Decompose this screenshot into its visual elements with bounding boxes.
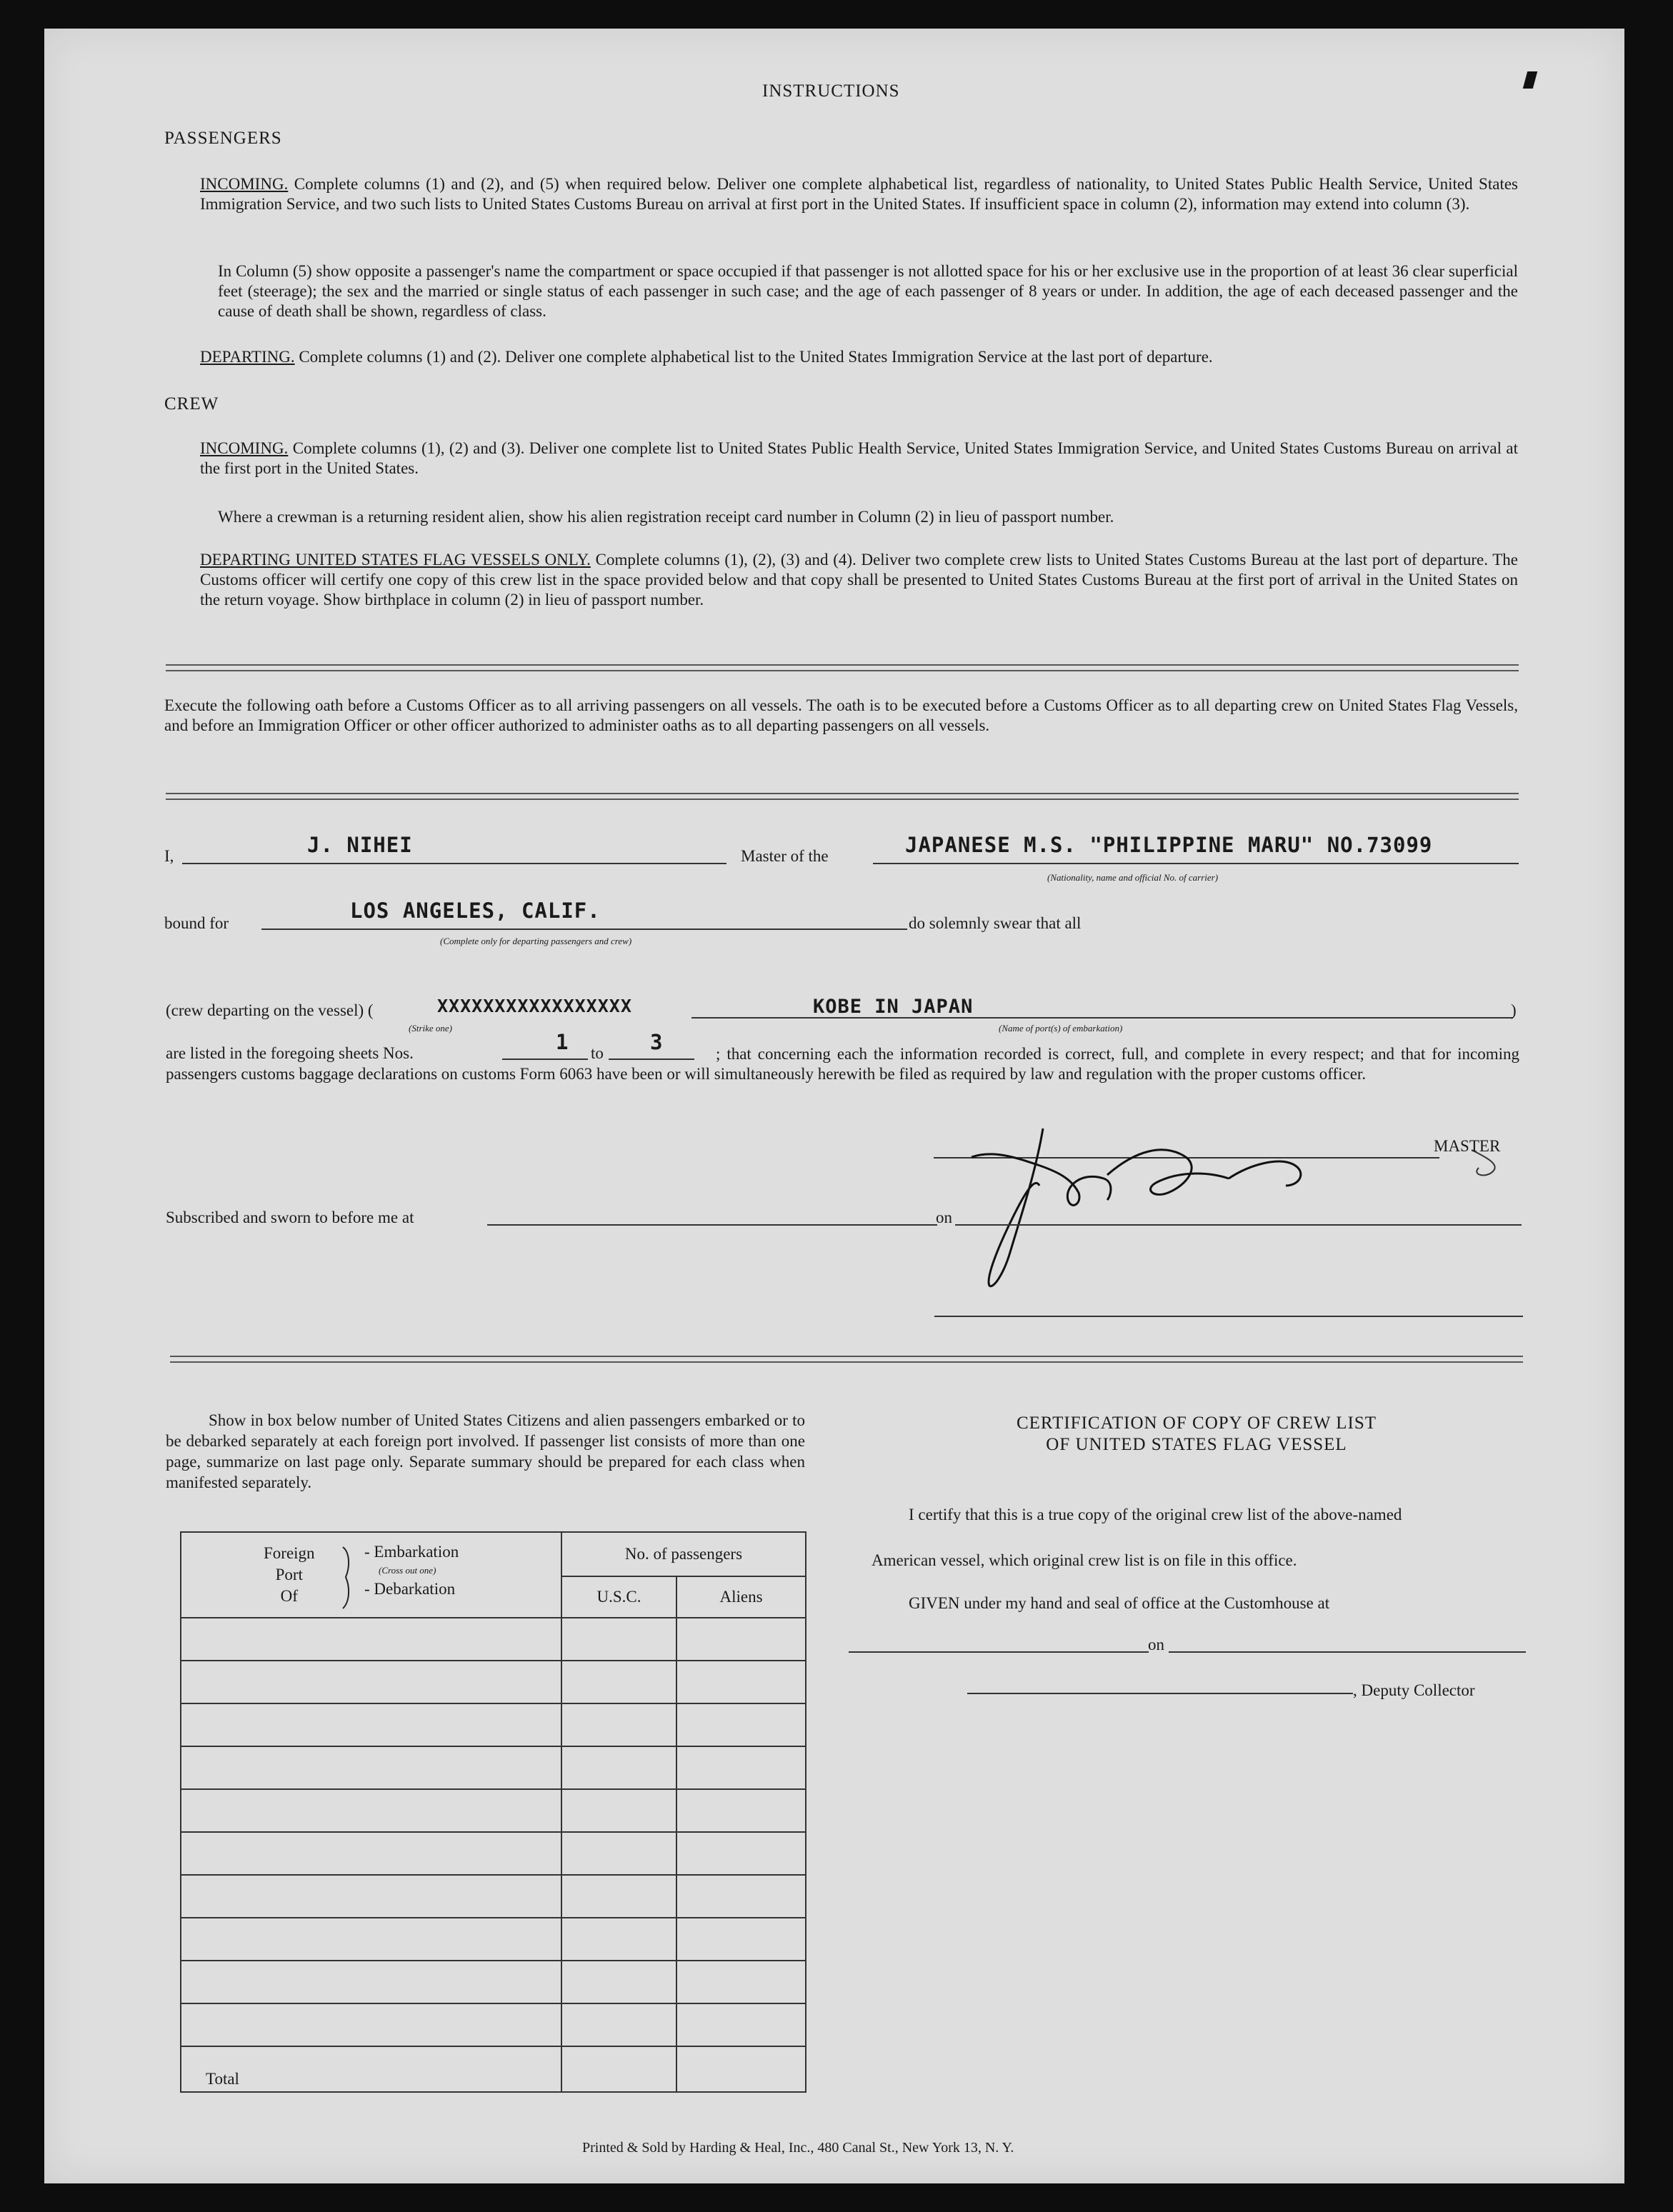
- oath-i-label: I,: [164, 847, 174, 865]
- passengers-incoming-paragraph: [200, 174, 1518, 214]
- usc-cell[interactable]: [561, 1618, 676, 1661]
- certification-on-label: on: [1148, 1636, 1164, 1653]
- cross-out-label: (Cross out one): [379, 1565, 436, 1576]
- usc-header: U.S.C.: [561, 1576, 676, 1618]
- passengers-departing-text: Complete columns (1) and (2). Deliver one complete alphabetical list to the United States Immigration Service at the last port of departure.: [299, 348, 1213, 366]
- passengers-departing-paragraph: [200, 347, 1518, 367]
- printer-footer: Printed & Sold by Harding & Heal, Inc., 480 Canal St., New York 13, N. Y.: [582, 2140, 1014, 2156]
- table-row: [181, 1703, 806, 1746]
- certify-line2: American vessel, which original crew list is on file in this office.: [872, 1551, 1297, 1569]
- crew-heading: CREW: [164, 394, 219, 414]
- given-text: GIVEN under my hand and seal of office at the Customhouse at: [909, 1594, 1330, 1612]
- debarkation-label: - Debarkation: [364, 1580, 456, 1598]
- certification-title-line1: CERTIFICATION OF COPY OF CREW LIST: [1016, 1413, 1377, 1433]
- aliens-cell[interactable]: [676, 1875, 806, 1918]
- certification-date-line: [1169, 1651, 1526, 1653]
- aliens-cell[interactable]: [676, 2003, 806, 2046]
- port-cell[interactable]: [181, 2003, 561, 2046]
- table-row: [181, 2003, 806, 2046]
- foreign-label: Foreign: [264, 1544, 315, 1562]
- aliens-cell[interactable]: [676, 1832, 806, 1875]
- crew-departing-paragraph: [200, 550, 1518, 610]
- crew-incoming-paragraph: [200, 439, 1518, 479]
- passengers-heading: PASSENGERS: [164, 129, 282, 148]
- passengers-departing-lead: DEPARTING.: [200, 348, 295, 366]
- table-row: [181, 1961, 806, 2003]
- aliens-cell[interactable]: [676, 1746, 806, 1789]
- table-row: [181, 1875, 806, 1918]
- brace-icon: [340, 1546, 357, 1610]
- subscribed-on-label: on: [936, 1208, 952, 1226]
- subscribed-label: Subscribed and sworn to before me at: [166, 1208, 414, 1226]
- usc-cell[interactable]: [561, 1789, 676, 1832]
- usc-cell[interactable]: [561, 1832, 676, 1875]
- master-name-line: [182, 863, 726, 864]
- swear-label: do solemnly swear that all: [909, 914, 1082, 932]
- divider-double-3: [170, 1356, 1523, 1363]
- port-value[interactable]: KOBE IN JAPAN: [813, 996, 974, 1018]
- total-aliens-cell[interactable]: [676, 2046, 806, 2092]
- crew-departing-label: (crew departing on the vessel) (: [166, 1001, 374, 1019]
- crew-incoming-lead: INCOMING.: [200, 439, 289, 457]
- listed-label: are listed in the foregoing sheets Nos.: [166, 1044, 414, 1062]
- passenger-summary-table: [180, 1531, 806, 2093]
- aliens-cell[interactable]: [676, 1789, 806, 1832]
- page-title: INSTRUCTIONS: [762, 81, 900, 101]
- usc-cell[interactable]: [561, 1875, 676, 1918]
- port-cell[interactable]: [181, 1875, 561, 1918]
- bound-for-label: bound for: [164, 914, 229, 932]
- to-label: to: [591, 1044, 604, 1062]
- port-header-cell: [181, 1532, 561, 1618]
- vessel-value[interactable]: JAPANESE M.S. "PHILIPPINE MARU" NO.73099: [905, 833, 1433, 857]
- table-row: [181, 1918, 806, 1961]
- customhouse-line: [849, 1651, 1149, 1653]
- usc-cell[interactable]: [561, 1918, 676, 1961]
- passengers-header: No. of passengers: [561, 1532, 806, 1576]
- passengers-incoming-text: Complete columns (1) and (2), and (5) when required below. Deliver one complete alphabetical list, regardless of nationality, to United States Public Health Service, United States Immigration Service, and two such lists to United States Customs Bureau on arrival at first port in the United States. If insufficient space in column (2), information may extend into column (3).: [200, 175, 1518, 213]
- usc-cell[interactable]: [561, 1961, 676, 2003]
- subscribed-date-line: [955, 1224, 1522, 1226]
- crew-incoming-text: Complete columns (1), (2) and (3). Deliver one complete list to United States Public Health Service, United States Immigration Service, and United States Customs Bureau on arrival at the first port in the United States.: [200, 439, 1518, 477]
- port-cell[interactable]: [181, 1661, 561, 1703]
- usc-cell[interactable]: [561, 1746, 676, 1789]
- usc-cell[interactable]: [561, 2003, 676, 2046]
- divider-double-1: [166, 664, 1519, 671]
- port-caption: (Name of port(s) of embarkation): [999, 1023, 1123, 1034]
- sheet-from-value[interactable]: 1: [556, 1030, 569, 1054]
- officer-signature-line: [934, 1316, 1523, 1317]
- certify-line1: I certify that this is a true copy of the original crew list of the above-named: [909, 1506, 1402, 1523]
- aliens-cell[interactable]: [676, 1918, 806, 1961]
- port-cell[interactable]: [181, 1832, 561, 1875]
- deputy-label: , Deputy Collector: [1353, 1681, 1475, 1699]
- aliens-cell[interactable]: [676, 1703, 806, 1746]
- crew-departing-lead: DEPARTING UNITED STATES FLAG VESSELS ONLY.: [200, 551, 591, 569]
- destination-caption: (Complete only for departing passengers and crew): [440, 936, 632, 946]
- subscribed-place-line: [487, 1224, 937, 1226]
- port-cell[interactable]: [181, 1961, 561, 2003]
- port-cell[interactable]: [181, 1618, 561, 1661]
- crew-alien-paragraph: Where a crewman is a returning resident alien, show his alien registration receipt card number in Column (2) in lieu of passport number.: [218, 508, 1114, 526]
- port-cell[interactable]: [181, 1789, 561, 1832]
- master-name-value[interactable]: J. NIHEI: [307, 833, 413, 857]
- vessel-caption: (Nationality, name and official No. of carrier): [1047, 872, 1219, 883]
- table-row: [181, 1618, 806, 1661]
- aliens-cell[interactable]: [676, 1618, 806, 1661]
- master-of-label: Master of the: [741, 847, 829, 865]
- destination-value[interactable]: LOS ANGELES, CALIF.: [350, 899, 601, 923]
- table-row: [181, 1832, 806, 1875]
- table-row: [181, 1789, 806, 1832]
- oath-statement: ; that concerning each the information recorded is correct, full, and complete in every respect; and that for incoming passengers customs baggage declarations on customs Form 6063 have been or will simultaneously herewith be filed as required by law and regulation with the proper customs officer.: [166, 1045, 1519, 1083]
- usc-cell[interactable]: [561, 1661, 676, 1703]
- master-label: MASTER: [1434, 1137, 1501, 1155]
- destination-line: [261, 929, 907, 930]
- deputy-signature-line: [967, 1693, 1353, 1694]
- aliens-cell[interactable]: [676, 1661, 806, 1703]
- passengers-column5-paragraph: In Column (5) show opposite a passenger's name the compartment or space occupied if that passenger is not allotted space for his or her exclusive use in the proportion of at least 36 clear superficial feet (steerage); the sex and the married or single status of each passenger in such case; and the age of each passenger of 8 years or under. In addition, the age of each deceased passenger and the cause of death shall be shown, regardless of class.: [218, 262, 1518, 320]
- aliens-cell[interactable]: [676, 1961, 806, 2003]
- aliens-header: Aliens: [676, 1576, 806, 1618]
- certification-title: [843, 1413, 1550, 1456]
- close-paren: ): [1511, 1001, 1517, 1019]
- summary-instructions: Show in box below number of United States Citizens and alien passengers embarked or to be debarked separately at each foreign port involved. If passenger list consists of more than one page, summarize on last page only. Separate summary should be prepared for each class when manifested separately.: [166, 1411, 805, 1491]
- strike-caption: (Strike one): [409, 1023, 453, 1034]
- total-label: Total: [181, 2046, 561, 2092]
- port-cell[interactable]: [181, 1746, 561, 1789]
- embarkation-label: - Embarkation: [364, 1543, 459, 1561]
- port-label: Port: [275, 1566, 303, 1583]
- port-cell[interactable]: [181, 1703, 561, 1746]
- total-usc-cell[interactable]: [561, 2046, 676, 2092]
- table-row: [181, 1746, 806, 1789]
- divider-double-2: [166, 793, 1519, 800]
- total-row: [181, 2046, 806, 2092]
- of-label: Of: [280, 1587, 298, 1605]
- passengers-incoming-lead: INCOMING.: [200, 175, 289, 193]
- strike-value[interactable]: XXXXXXXXXXXXXXXXX: [437, 996, 632, 1016]
- sheet-to-value[interactable]: 3: [650, 1030, 664, 1054]
- vessel-line: [873, 863, 1519, 864]
- table-row: [181, 1661, 806, 1703]
- usc-cell[interactable]: [561, 1703, 676, 1746]
- port-cell[interactable]: [181, 1918, 561, 1961]
- oath-instructions: Execute the following oath before a Customs Officer as to all arriving passengers on all vessels. The oath is to be executed before a Customs Officer as to all departing crew on United States Flag Vessels, and before an Immigration Officer or other officer authorized to administer oaths as to all departing passengers on all vessels.: [164, 696, 1518, 734]
- certification-title-line2: OF UNITED STATES FLAG VESSEL: [1046, 1435, 1347, 1454]
- crew-departing-text: Complete columns (1), (2), (3) and (4). Deliver two complete crew lists to United States Customs Bureau at the last port of departure. The Customs officer will certify one copy of this crew list in the space provided below and that copy shall be presented to United States Customs Bureau at the first port of arrival in the United States on the return voyage. Show birthplace in column (2) in lieu of passport number.: [200, 551, 1519, 609]
